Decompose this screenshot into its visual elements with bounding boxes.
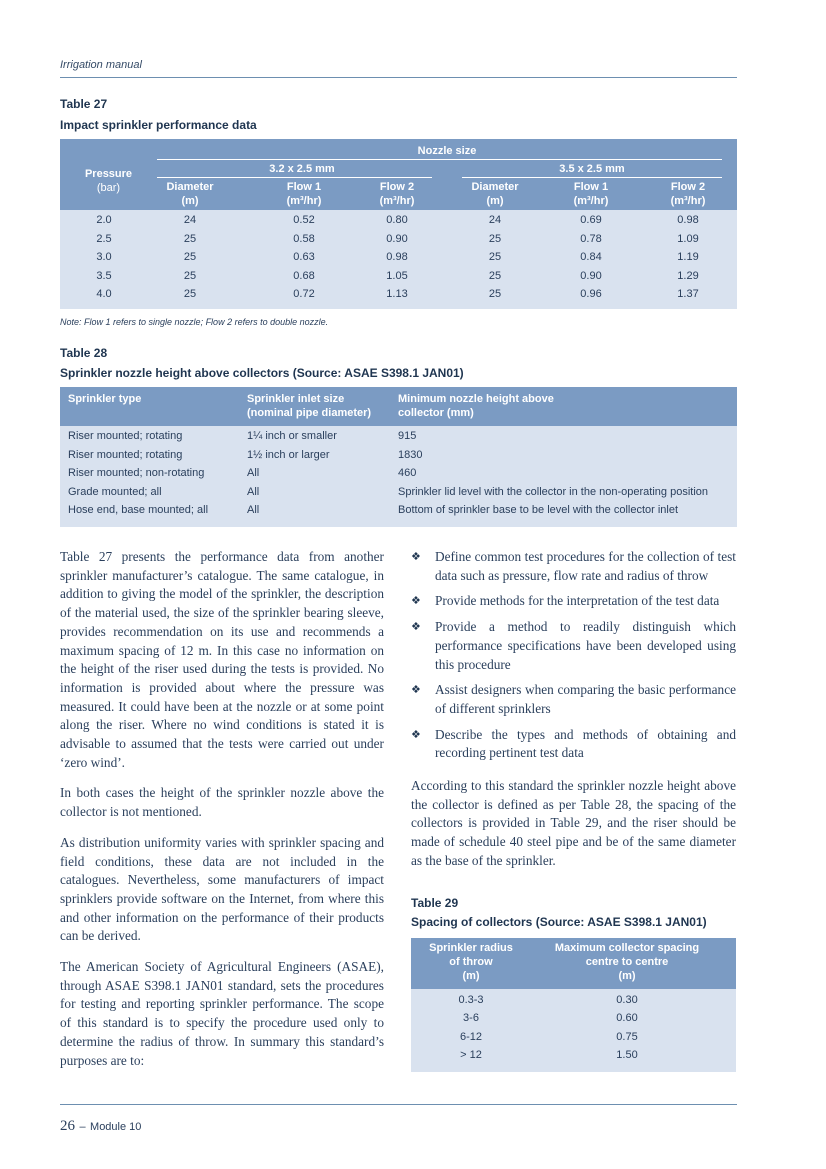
- table-cell: 0.68: [293, 269, 315, 282]
- table-cell: 24: [183, 214, 197, 226]
- t27-subheader-unit: (m³/hr): [286, 195, 322, 207]
- table-cell: 1.09: [677, 232, 699, 245]
- table-cell: 25: [183, 232, 197, 245]
- t28-header-line2: collector (mm): [398, 407, 474, 419]
- table-cell: 25: [183, 251, 197, 263]
- table-cell: 0.98: [386, 251, 408, 263]
- header-divider: [60, 77, 737, 78]
- t27-nozzle-rule: [157, 159, 722, 160]
- t27-group1-header: 3.2 x 2.5 mm: [269, 163, 335, 175]
- table-cell: Riser mounted; non-rotating: [68, 467, 205, 479]
- t29-header-line: (m): [462, 970, 480, 982]
- table-cell: Hose end, base mounted; all: [68, 504, 209, 516]
- t29-header-line: (m): [618, 970, 636, 982]
- table-row-pressure: 2.5: [96, 232, 112, 245]
- table-cell: 24: [488, 214, 502, 226]
- page-footer: [60, 1117, 141, 1135]
- t27-subheader-unit: (m): [486, 195, 504, 207]
- table-cell: All: [247, 485, 260, 498]
- t27-subheader-unit: (m³/hr): [379, 195, 415, 207]
- t27-group2-rule: [462, 177, 722, 178]
- t28-header-line1: Minimum nozzle height above: [398, 393, 554, 405]
- table-row-pressure: 4.0: [96, 288, 112, 300]
- table-cell: 0.84: [580, 251, 602, 263]
- t27-subheader-name: Flow 1: [286, 181, 322, 193]
- table29: [411, 938, 736, 1072]
- table-cell: 25: [183, 269, 197, 282]
- table-row-pressure: 3.5: [96, 269, 112, 282]
- table-cell: 25: [183, 288, 197, 300]
- table-row-pressure: 2.0: [96, 214, 112, 226]
- table-cell: 0.30: [616, 994, 638, 1006]
- table-cell: 1.13: [386, 288, 408, 300]
- table-cell: 0.90: [386, 232, 408, 245]
- table27-title: Impact sprinkler performance data: [60, 118, 257, 132]
- page-number: 26: [60, 1118, 75, 1134]
- paragraph: As distribution uniformity varies with sprinkler spacing and field conditions, these data are not included in the catalogues. Nevertheless, some manufacturers of impact sprinklers provide software on the Internet, from where this and other information on the performance of their products can be derived.: [60, 834, 384, 944]
- table-cell: Sprinkler lid level with the collector in the non-operating position: [398, 485, 709, 498]
- table-cell: 1.05: [386, 269, 408, 282]
- diamond-bullet-icon: ❖: [411, 550, 421, 563]
- t29-header-line: Sprinkler radius: [429, 942, 513, 954]
- table-cell: > 12: [460, 1048, 482, 1061]
- t27-subheader-unit: (m³/hr): [670, 195, 706, 207]
- t27-subheader-unit: (m³/hr): [573, 195, 609, 207]
- table-cell: Riser mounted; rotating: [68, 448, 183, 461]
- paragraph: Table 27 presents the performance data from another sprinkler manufacturer’s catalogue. The same catalogue, in addition to giving the model of the sprinkler, the description of the material used, the size of the sprinkler bearing sleeve, provides recommendation on its use and recommends a maximum spacing of 12 m. In this case no information on the height of the riser used during the tests is provided. No information is provided about where the pressure was measured. It could have been at the nozzle or at some point along the riser. Where no wind conditions is stated it is advisable to assumed that the tests were carried out under ‘zero wind’.: [60, 549, 384, 770]
- table27-number: Table 27: [60, 97, 108, 111]
- table-cell: All: [247, 467, 260, 479]
- table-cell: 0.96: [580, 288, 602, 300]
- list-item: ❖ Define common test procedures for the collection of test data such as pressure, flow rate and radius of throw: [411, 549, 736, 583]
- table-cell: 25: [488, 269, 502, 282]
- list-item: ❖ Provide a method to readily distinguish which performance specifications have been developed using this procedure: [411, 619, 736, 672]
- table28-title: Sprinkler nozzle height above collectors (Source: ASAE S398.1 JAN01): [60, 366, 464, 380]
- table-cell: 0.63: [293, 251, 315, 263]
- table-cell: 1¼ inch or smaller: [247, 430, 337, 442]
- diamond-bullet-icon: ❖: [411, 727, 421, 741]
- table27: [60, 139, 737, 309]
- t27-subheader-name: Diameter: [471, 181, 519, 193]
- paragraph: In both cases the height of the sprinkler nozzle above the collector is not mentioned.: [60, 785, 384, 820]
- footer-module: Module 10: [90, 1121, 142, 1133]
- table-cell: 0.75: [616, 1030, 638, 1043]
- paragraph: The American Society of Agricultural Engineers (ASAE), through ASAE S398.1 JAN01 standard, sets the procedures for testing and reporting sprinkler performance. The scope of this standard is to specify the procedure used only to determine the radius of throw. In summary this standard’s purposes are to:: [60, 959, 384, 1068]
- table-row-pressure: 3.0: [96, 251, 112, 263]
- list-item: ❖ Describe the types and methods of obtaining and recording pertinent test data: [411, 726, 736, 761]
- footer-separator: –: [79, 1121, 86, 1133]
- table-cell: Bottom of sprinkler base to be level with the collector inlet: [398, 504, 679, 516]
- list-item: ❖ Provide methods for the interpretation of the test data: [411, 592, 736, 611]
- t29-header-line: centre to centre: [585, 956, 669, 968]
- t27-group2-header: 3.5 x 2.5 mm: [559, 163, 625, 175]
- table-cell: 915: [398, 430, 417, 442]
- t27-group1-rule: [157, 177, 432, 178]
- table-cell: 25: [488, 251, 502, 263]
- table-cell: 3-6: [463, 1012, 479, 1025]
- table-cell: 0.3-3: [458, 994, 484, 1006]
- paragraph: According to this standard the sprinkler nozzle height above the collector is defined as per Table 28, the spacing of the collectors is provided in Table 29, and the riser should be made of schedule 40 steel pipe and be of the same diameter as the base of the sprinkler.: [411, 778, 736, 868]
- t27-subheader-name: Flow 1: [573, 181, 609, 193]
- table-cell: 1.37: [677, 288, 699, 300]
- table-cell: 0.72: [293, 288, 315, 300]
- table-cell: 25: [488, 232, 502, 245]
- t27-subheader-name: Diameter: [166, 181, 214, 193]
- table28-number: Table 28: [60, 346, 108, 360]
- table-cell: 0.90: [580, 269, 602, 282]
- left-column: [60, 548, 384, 1082]
- running-header: Irrigation manual: [60, 59, 142, 71]
- table-cell: 460: [398, 467, 417, 479]
- table-cell: 1½ inch or larger: [247, 448, 330, 461]
- table-cell: 1830: [398, 448, 423, 461]
- table-cell: 1.19: [677, 251, 699, 263]
- table28: [60, 387, 737, 527]
- table-cell: 0.52: [293, 214, 315, 226]
- table29-number: Table 29: [411, 896, 459, 910]
- table-cell: 0.60: [616, 1012, 638, 1025]
- table-cell: 25: [488, 288, 502, 300]
- t28-header-line1: Sprinkler inlet size: [247, 393, 345, 405]
- table-cell: 0.78: [580, 232, 602, 245]
- t29-header-line: of throw: [449, 956, 493, 968]
- list-item: ❖ Assist designers when comparing the basic performance of different sprinklers: [411, 682, 736, 716]
- table-cell: 1.50: [616, 1048, 638, 1061]
- table-cell: 0.58: [293, 232, 315, 245]
- t27-pressure-header: Pressure (bar): [84, 168, 133, 194]
- t27-nozzle-size-header: Nozzle size: [417, 145, 477, 157]
- t27-subheader-unit: (m): [181, 195, 199, 207]
- table-cell: Grade mounted; all: [68, 485, 162, 498]
- diamond-bullet-icon: ❖: [411, 683, 421, 697]
- t28-header-line1: Sprinkler type: [68, 393, 142, 405]
- t27-subheader-name: Flow 2: [379, 181, 415, 193]
- table-cell: 6-12: [459, 1030, 483, 1043]
- table-cell: 0.98: [677, 214, 699, 226]
- t28-header-line2: (nominal pipe diameter): [247, 407, 372, 419]
- t27-subheader-name: Flow 2: [670, 181, 706, 193]
- diamond-bullet-icon: ❖: [411, 594, 421, 608]
- table27-note: Note: Flow 1 refers to single nozzle; Flow 2 refers to double nozzle.: [60, 317, 329, 327]
- right-column: [411, 548, 736, 883]
- diamond-bullet-icon: ❖: [411, 620, 421, 634]
- table-cell: All: [247, 504, 260, 516]
- t29-header-line: Maximum collector spacing: [554, 942, 700, 954]
- table-cell: 0.80: [386, 214, 408, 226]
- table-cell: Riser mounted; rotating: [68, 430, 183, 442]
- footer-divider: [60, 1104, 737, 1105]
- table29-title: Spacing of collectors (Source: ASAE S398.1 JAN01): [411, 915, 707, 929]
- table-cell: 1.29: [677, 269, 699, 282]
- table-cell: 0.69: [580, 214, 602, 226]
